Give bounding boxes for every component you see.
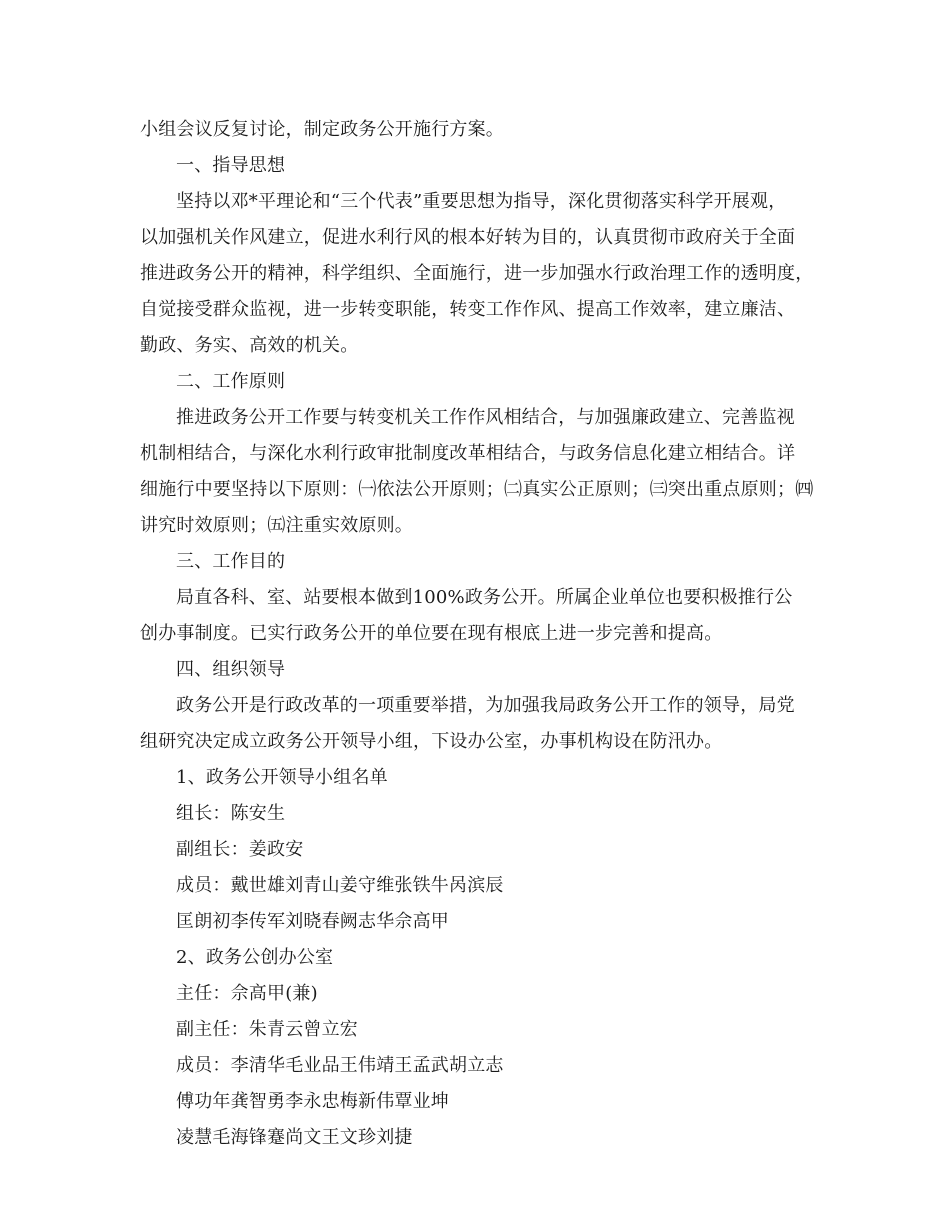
section-heading: 三、工作目的 [176, 551, 286, 572]
text-line: 讲究时效原则；㈤注重实效原则。 [140, 515, 413, 536]
list-item: 主任：佘高甲(兼) [176, 983, 318, 1004]
text-line: 坚持以邓*平理论和“三个代表”重要思想为指导，深化贯彻落实科学开展观， [176, 191, 787, 212]
list-heading: 1、政务公开领导小组名单 [176, 767, 388, 788]
section-heading: 四、组织领导 [176, 659, 286, 680]
list-item: 成员：戴世雄刘青山姜守维张铁牛呙滨辰 [176, 875, 504, 896]
text-line: 推进政务公开工作要与转变机关工作作风相结合，与加强廉政建立、完善监视 [176, 407, 795, 428]
list-item: 组长：陈安生 [176, 803, 286, 824]
list-item: 匡朗初李传军刘晓春阙志华佘高甲 [176, 911, 449, 932]
list-item: 副主任：朱青云曾立宏 [176, 1019, 358, 1040]
text-line: 推进政务公开的精神，科学组织、全面施行，进一步加强水行政治理工作的透明度， [140, 263, 814, 284]
text-line: 以加强机关作风建立，促进水利行风的根本好转为目的，认真贯彻市政府关于全面 [140, 227, 796, 248]
section-heading: 一、指导思想 [176, 155, 286, 176]
text-line: 机制相结合，与深化水利行政审批制度改革相结合，与政务信息化建立相结合。详 [140, 443, 796, 464]
list-item: 成员：李清华毛业品王伟靖王孟武胡立志 [176, 1055, 504, 1076]
text-line: 小组会议反复讨论，制定政务公开施行方案。 [140, 119, 504, 140]
list-item: 副组长：姜政安 [176, 839, 304, 860]
text-line: 组研究决定成立政务公开领导小组，下设办公室，办事机构设在防汛办。 [140, 731, 723, 752]
text-line: 细施行中要坚持以下原则：㈠依法公开原则；㈡真实公正原则；㈢突出重点原则；㈣ [140, 479, 814, 500]
text-line: 局直各科、室、站要根本做到100%政务公开。所属企业单位也要积极推行公 [176, 587, 793, 608]
section-heading: 二、工作原则 [176, 371, 286, 392]
list-item: 凌慧毛海锋蹇尚文王文珍刘捷 [176, 1127, 413, 1148]
text-line: 政务公开是行政改革的一项重要举措，为加强我局政务公开工作的领导，局党 [176, 695, 795, 716]
text-line: 勤政、务实、高效的机关。 [140, 335, 359, 356]
text-line: 创办事制度。已实行政务公开的单位要在现有根底上进一步完善和提高。 [140, 623, 723, 644]
list-item: 傅功年龚智勇李永忠梅新伟覃业坤 [176, 1091, 449, 1112]
text-line: 自觉接受群众监视，进一步转变职能，转变工作作风、提高工作效率，建立廉洁、 [140, 299, 796, 320]
list-heading: 2、政务公创办公室 [176, 947, 334, 968]
